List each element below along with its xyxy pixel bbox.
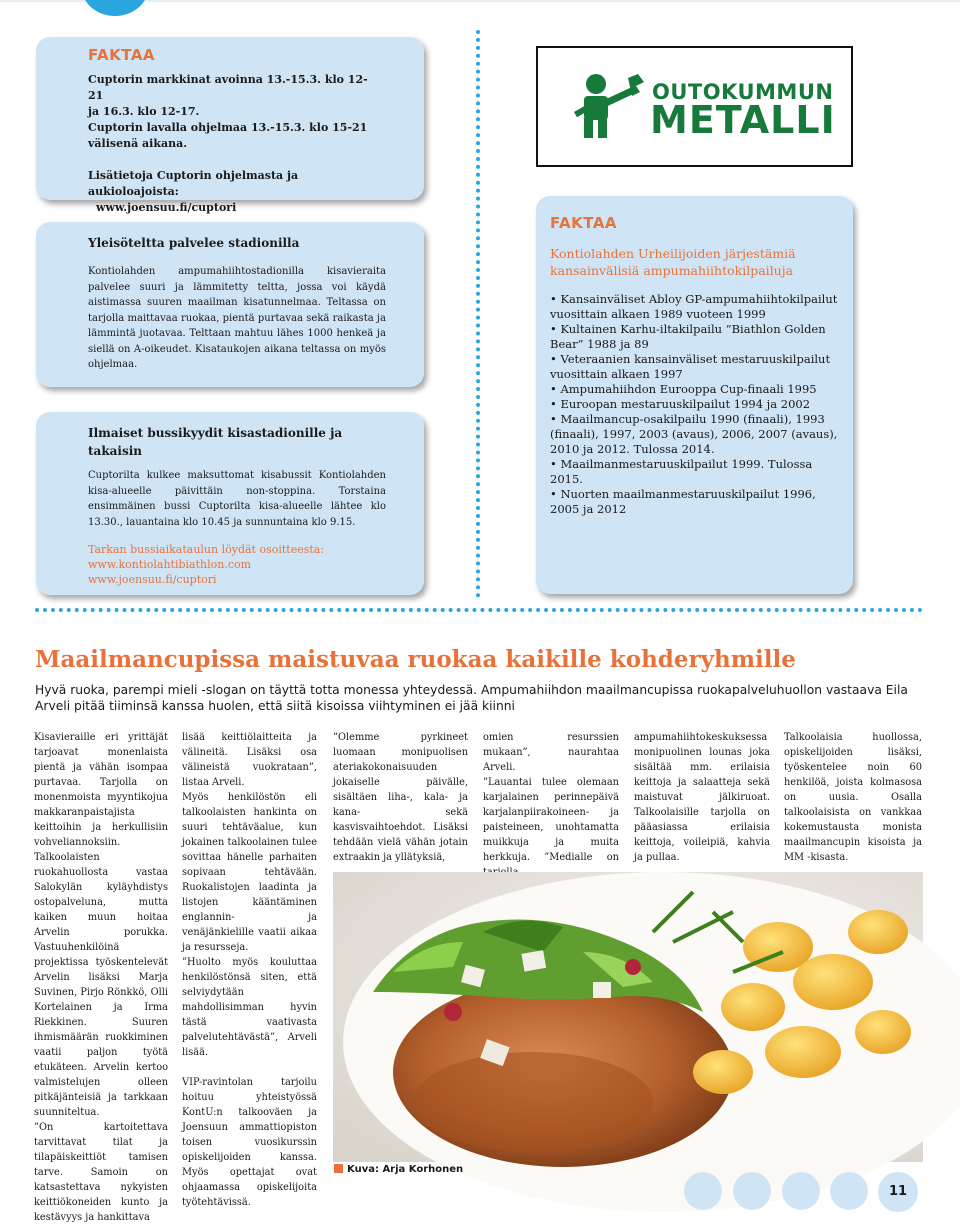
article-column-2	[182, 730, 317, 1210]
decorative-circle	[733, 1172, 771, 1210]
outokummun-metalli-logo	[536, 46, 853, 167]
horizontal-dotted-divider	[35, 608, 923, 612]
bus-body: Cuptorilta kulkee maksuttomat kisabussit Kontiolahden kisa-alueelle päivittäin non-stoppina. Torstaina ensimmäinen bussi Cuptorilta kisa-alueelle lähtee klo 13.30., lauantaina klo 10.45 ja sunnuntaina klo 9.15.	[88, 470, 386, 528]
stadium-body: Kontiolahden ampumahiihtostadionilla kisavieraita palvelee suuri ja lämmitetty teltta, jossa voi käydä aistimassa suuren maailman kisatunnelmaa. Teltassa on tarjolla maittavaa ruokaa, pientä purtavaa sekä raikasta ja lämmintä juotavaa. Telttaan mahtuu lähes 1000 henkeä ja siellä on A-oikeudet. Kisataukojen aikana teltassa on myös ohjelmaa.	[88, 266, 386, 370]
faktaa-line: Cuptorin markkinat avoinna 13.-15.3. klo 12-21	[88, 73, 368, 102]
faktaa-title: FAKTAA	[88, 46, 156, 64]
welder-mascot-icon	[574, 72, 646, 142]
article-headline: Maailmancupissa maistuvaa ruokaa kaikille kohderyhmille	[35, 646, 796, 673]
article-paragraph: lisää keittiölaitteita ja välineitä. Lisäksi osa välineistä vuokrataan”, listaa Arveli.	[182, 732, 317, 788]
faktaa-box-competitions	[536, 196, 853, 594]
more-info-text: Lisätietoja Cuptorin ohjelmasta ja aukioloajoista:	[88, 169, 299, 198]
article-paragraph: omien resurssien mukaan”, naurahtaa Arveli.	[483, 732, 619, 773]
faktaa-line: Cuptorin lavalla ohjelmaa 13.-15.3. klo 15-21	[88, 121, 368, 134]
caption-text: Kuva: Arja Korhonen	[347, 1164, 464, 1175]
caption-marker	[334, 1164, 343, 1173]
faktaa-box-cuptori	[36, 37, 424, 214]
free-bus-box	[36, 412, 424, 595]
article-paragraph: VIP-ravintolan tarjoilu hoituu yhteistyössä KontU:n talkooväen ja Joensuun ammattiopiston toisen vuosikurssin opiskelijoiden kanssa. Myös opettajat ovat ohjaamassa opiskelijoita työtehtävissä.	[182, 1077, 317, 1208]
article-column-1	[34, 730, 168, 1225]
competition-item: • Veteraanien kansainväliset mestaruuskilpailut vuosittain alkaen 1997	[550, 352, 831, 381]
kontiolahti-biathlon-link[interactable]: www.kontiolahtibiathlon.com	[88, 558, 252, 571]
logo-line-1: OUTOKUMMUN	[652, 80, 834, 104]
article-paragraph: ”Lauantai tulee olemaan karjalainen perinnepäivä karjalanpiirakoineen- ja paisteineen, unohtamatta muikkuja ja muita herkkuja. ”Medialle on	[483, 777, 619, 863]
competition-item: • Kultainen Karhu-iltakilpailu ”Biathlon Golden Bear” 1988 ja 89	[550, 322, 826, 351]
decorative-circle	[782, 1172, 820, 1210]
article-column-4	[483, 730, 619, 880]
top-decorative-circle	[82, 0, 148, 16]
competition-item: • Nuorten maailmanmestaruuskilpailut 1996, 2005 ja 2012	[550, 487, 816, 516]
article-column-5	[634, 730, 770, 865]
competition-item: • Ampumahiihdon Eurooppa Cup-finaali 1995	[550, 382, 817, 396]
cuptori-link[interactable]: www.joensuu.fi/cuptori	[96, 201, 237, 214]
faktaa-subtitle: Kontiolahden Urheilijoiden järjestämiä kansainvälisiä ampumahiihtokilpailuja	[550, 246, 796, 278]
food-plate-photo	[333, 872, 923, 1162]
article-paragraph: ”On kartoitettava tarvittavat tilat ja tilapäiskeittiöt tamisen tarve. Samoin on katsastettava nykyisten keittiökoneiden kunto ja kestävyys ja hankittava	[34, 1122, 168, 1223]
competition-item: • Maailmanmestaruuskilpailut 1999. Tulossa 2015.	[550, 457, 813, 486]
article-lead: Hyvä ruoka, parempi mieli -slogan on täyttä totta monessa yhteydessä. Ampumahiihdon maailmancupissa ruokapalveluhuollon vastaava Eila Arveli pitää tiiminsä kanssa huolen, että siitä kisoissa viihtyminen ei jää kiinni	[35, 683, 908, 713]
faktaa-line: välisenä aikana.	[88, 137, 188, 150]
decorative-circle	[830, 1172, 868, 1210]
article-paragraph: Myös henkilöstön eli talkoolaisten hankinta on suuri tehtäväalue, kun jokainen talkoolainen tulee sovittaa hänelle parhaiten sopivaan tehtävään. Ruokalistojen laadinta ja listojen kääntäminen englannin- ja venäjänkielille vaatii aikaa ja resursseja.	[182, 792, 317, 953]
stadium-tent-box	[36, 222, 424, 387]
decorative-circle	[684, 1172, 722, 1210]
bus-schedule-intro: Tarkan bussiaikataulun löydät osoitteesta:	[88, 543, 325, 556]
competition-item: • Maailmancup-osakilpailu 1990 (finaali), 1993 (finaali), 1997, 2003 (avaus), 2006, 2007 (avaus), 2010 ja 2012. Tulossa 2014.	[550, 412, 838, 456]
competition-item: • Kansainväliset Abloy GP-ampumahiihtokilpailut vuosittain alkaen 1989 vuoteen 1999	[550, 292, 838, 321]
faktaa-title: FAKTAA	[550, 214, 618, 232]
article-column-6	[784, 730, 922, 865]
article-paragraph: ”Olemme pyrkineet luomaan monipuolisen ateriakokonaisuuden jokaiselle päivälle, sisältäen liha-, kala- ja kana- sekä kasvisvaihtoehdot. Lisäksi tehdään vielä vähän jotain extraakin ja yllätyksiä,	[333, 732, 468, 863]
article-paragraph: ampumahiihtokeskuksessa monipuolinen lounas joka sisältää mm. erilaisia keittoja ja salaatteja sekä maistuvat jälkiruoat. Talkoolaisille tarjolla on pääasiassa erilaisia keittoja, voileipiä, kahvia ja pullaa.	[634, 732, 770, 863]
competition-item: • Euroopan mestaruuskilpailut 1994 ja 2002	[550, 397, 811, 411]
bus-heading: Ilmaiset bussikyydit kisastadionille ja takaisin	[88, 426, 343, 458]
stadium-heading: Yleisöteltta palvelee stadionilla	[88, 236, 300, 250]
article-paragraph: Kisavieraille eri yrittäjät tarjoavat monenlaista pientä ja vähän isompaa purtavaa. Tarjolla on monenmoista myyntikojua makkaranpaistajista keittoihin ja herkullisiin vohveliannoksiin. Talkoolaisten ruokahuollosta vastaa Salokylän kyläyhdistys ostopalveluna, mutta kaiken muun hoitaa Arvelin porukka. Vastuuhenkilöinä projektissa työskentelevät Arvelin lisäksi Marja Suvinen, Pirjo Rönkkö, Olli Kortelainen ja Irma Riekkinen. Suuren ihmismäärän ruokkiminen vaatii paljon työtä etukäteen. Arvelin kertoo valmistelujen olleen pitkäjänteisiä ja tarkkaan suunniteltua.	[34, 732, 168, 1118]
article-column-3	[333, 730, 468, 865]
page-number: 11	[878, 1172, 918, 1212]
article-paragraph: ”Huolto myös kouluttaa henkilöstönsä siten, että selviydytään mahdollisimman hyvin tästä vaativasta palvelutehtävästä”, Arveli lisää.	[182, 957, 317, 1058]
article-paragraph: Talkoolaisia huollossa, opiskelijoiden lisäksi, työskentelee noin 60 henkilöä, joista kolmasosa on uusia. Osalla talkoolaisista on vankkaa kokemustausta monista maailmancupin kisoista ja MM -kisasta.	[784, 732, 922, 863]
vertical-dotted-divider	[476, 30, 480, 598]
photo-caption	[334, 1164, 463, 1175]
logo-line-2: METALLI	[650, 98, 836, 142]
faktaa-line: ja 16.3. klo 12-17.	[88, 105, 200, 118]
joensuu-cuptori-link[interactable]: www.joensuu.fi/cuptori	[88, 573, 217, 586]
